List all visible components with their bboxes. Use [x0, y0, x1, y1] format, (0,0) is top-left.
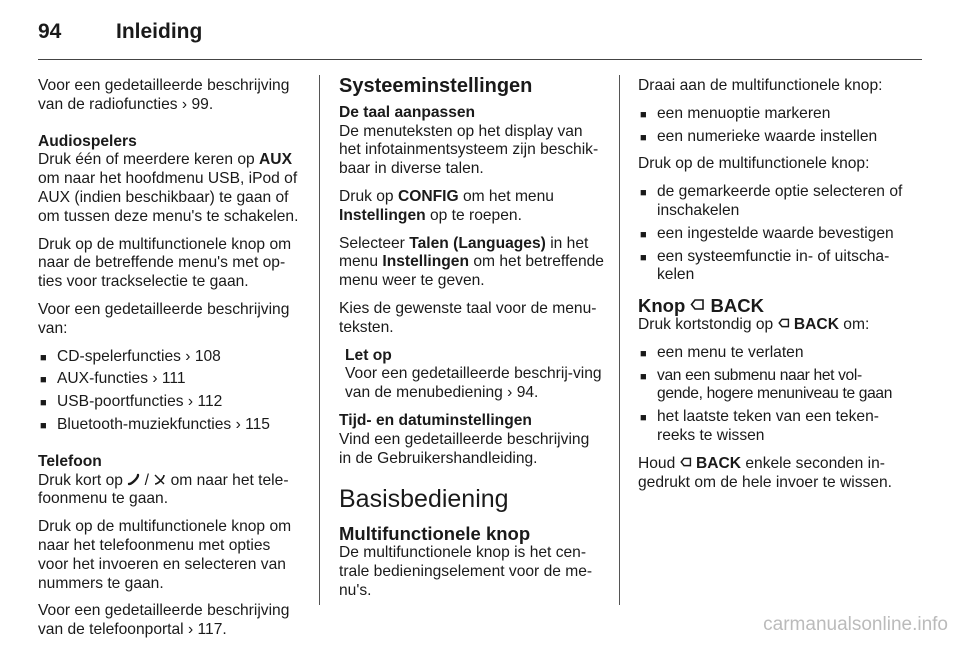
- column-2: [339, 77, 604, 609]
- watermark: carmanualsonline.info: [763, 614, 948, 635]
- page-ref-arrow-icon: ›: [235, 415, 241, 433]
- phone-heading: Telefoon: [38, 452, 102, 470]
- phone-paragraph-3: Voor een gedetailleerde beschrijving van de telefoonportal › 117.: [38, 602, 290, 639]
- page-ref-arrow-icon: ›: [188, 621, 194, 639]
- audio-paragraph-3: Voor een gedetailleerde beschrijving van:: [38, 300, 290, 337]
- phone-hangup-icon: [153, 473, 166, 486]
- column-divider-2: [619, 75, 620, 605]
- audio-paragraph-1: Druk één of meerdere keren op AUX om naar het hoofdmenu USB, iPod of AUX (indien beschikbaar) te gaan of om tussen deze menu's te schakelen.: [38, 151, 299, 225]
- language-paragraph-1: De menuteksten op het display van het infotainmentsysteem zijn beschik-baar in diverse talen.: [339, 122, 599, 178]
- note-box: [339, 347, 604, 403]
- column-3: [638, 77, 904, 501]
- list-item: ■ een numerieke waarde instellen: [638, 128, 904, 147]
- list-item: ■ een ingestelde waarde bevestigen: [638, 225, 904, 244]
- hold-paragraph: Houd BACK enkele seconden in-gedrukt om de hele invoer te wissen.: [638, 454, 892, 491]
- page-ref-arrow-icon: ›: [181, 95, 188, 113]
- back-arrow-icon: [680, 456, 692, 468]
- time-paragraph: Vind een gedetailleerde beschrijving in de Gebruikershandleiding.: [339, 430, 590, 467]
- list-item: ■ van een submenu naar het vol-gende, hogere menuniveau te gaan: [638, 367, 904, 405]
- radio-paragraph: Voor een gedetailleerde beschrijving van de radiofuncties › 99.: [38, 77, 290, 113]
- column-1: [38, 77, 304, 649]
- audio-function-list: [38, 348, 304, 435]
- turn-list: [638, 105, 904, 147]
- turn-paragraph: Draai aan de multifunctionele knop:: [638, 77, 883, 94]
- section-title: Inleiding: [116, 20, 203, 43]
- language-paragraph-3: Selecteer Talen (Languages) in het menu Instellingen om het betreffende menu weer te geven.: [339, 234, 604, 290]
- list-item: ■ een menu te verlaten: [638, 344, 904, 363]
- phone-pickup-icon: [127, 473, 140, 486]
- back-arrow-icon: [778, 317, 790, 329]
- press-list: [638, 183, 904, 285]
- list-item: ■ Bluetooth-muziekfuncties › 115: [38, 416, 304, 435]
- time-heading: Tijd- en datuminstellingen: [339, 411, 532, 429]
- phone-paragraph-2: Druk op de multifunctionele knop om naar het telefoonmenu met opties voor het invoeren en selecteren van nummers te gaan.: [38, 518, 292, 592]
- page-ref[interactable]: 111: [161, 370, 186, 388]
- header-rule: [38, 59, 922, 60]
- list-item: ■ CD-spelerfuncties › 108: [38, 348, 304, 367]
- back-list: [638, 344, 904, 446]
- basic-operation-title: Basisbediening: [339, 485, 509, 514]
- column-divider-1: [319, 75, 320, 605]
- page-ref-arrow-icon: ›: [507, 384, 513, 402]
- multifunction-knob-heading: Multifunctionele knop: [339, 523, 531, 545]
- page-ref-arrow-icon: ›: [187, 393, 194, 411]
- list-item: ■ een systeemfunctie in- of uitscha-kelen: [638, 248, 904, 286]
- page-ref[interactable]: 117.: [197, 621, 227, 639]
- language-paragraph-4: Kies de gewenste taal voor de menu-teksten.: [339, 299, 597, 336]
- page-ref-arrow-icon: ›: [152, 370, 158, 388]
- system-settings-title: Systeeminstellingen: [339, 75, 533, 97]
- note-title: Let op: [345, 346, 392, 364]
- page-ref[interactable]: 112: [197, 393, 223, 411]
- language-heading: De taal aanpassen: [339, 103, 476, 121]
- page-ref[interactable]: 99.: [191, 95, 214, 113]
- back-arrow-icon: [690, 297, 705, 312]
- back-paragraph: Druk kortstondig op BACK om:: [638, 315, 870, 333]
- language-paragraph-2: Druk op CONFIG om het menu Instellingen op te roepen.: [339, 187, 554, 224]
- list-item: ■ USB-poortfuncties › 112: [38, 393, 304, 412]
- audio-paragraph-2: Druk op de multifunctionele knop om naar de betreffende menu's met op-ties voor trackselectie te gaan.: [38, 235, 292, 291]
- phone-paragraph-1: Druk kort op / om naar het tele-foonmenu te gaan.: [38, 471, 289, 508]
- audio-heading: Audiospelers: [38, 132, 137, 150]
- list-item: ■ de gemarkeerde optie selecteren of inschakelen: [638, 183, 904, 221]
- press-paragraph: Druk op de multifunctionele knop:: [638, 155, 870, 173]
- page-number: 94: [38, 20, 62, 43]
- back-knob-heading: Knop BACK: [638, 295, 764, 317]
- multifunction-paragraph: De multifunctionele knop is het cen-trale bedieningselement voor de me-nu's.: [339, 543, 593, 599]
- page-header: [38, 20, 202, 44]
- note-text: Voor een gedetailleerde beschrij-ving van de menubediening › 94.: [345, 365, 602, 402]
- page-ref[interactable]: 108: [194, 347, 221, 365]
- list-item: ■ een menuoptie markeren: [638, 105, 904, 124]
- page-ref[interactable]: 94.: [516, 384, 539, 402]
- page-ref[interactable]: 115: [245, 415, 270, 433]
- page-ref-arrow-icon: ›: [185, 347, 191, 365]
- list-item: ■ het laatste teken van een teken-reeks te wissen: [638, 408, 904, 446]
- list-item: ■ AUX-functies › 111: [38, 370, 304, 389]
